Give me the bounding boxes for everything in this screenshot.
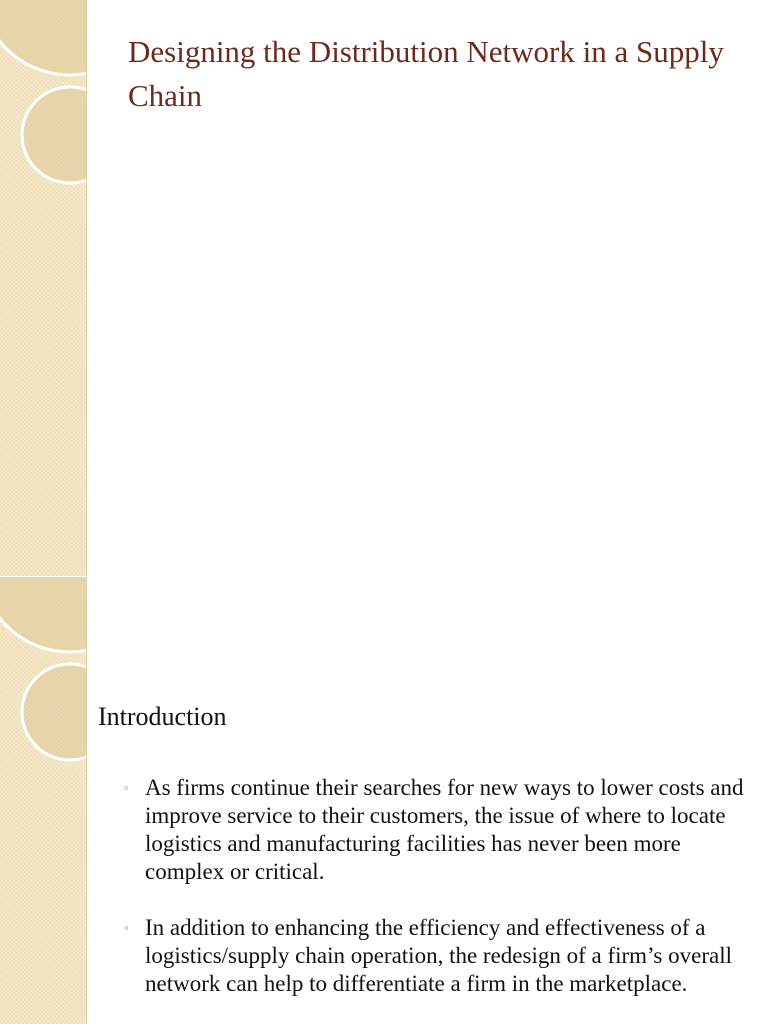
- bullet-text: In addition to enhancing the efficiency and effectiveness of a logistics/supply chain operation, the redesign of a firm’s overall network can help to differentiate a firm in the marketplace.: [145, 915, 732, 996]
- decorative-side-strip: [0, 577, 87, 1024]
- bullet-item: [98, 914, 748, 998]
- slide-introduction: [0, 577, 768, 1024]
- bullet-text: As firms continue their searches for new ways to lower costs and improve service to their customers, the issue of where to locate logistics and manufacturing facilities has never been more complex or critical.: [145, 775, 744, 884]
- bullet-marker-icon: ◦: [124, 920, 129, 935]
- bullet-marker-icon: ◦: [124, 780, 129, 795]
- decorative-circles-icon: [0, 577, 86, 777]
- bullet-item: [98, 774, 748, 886]
- decorative-side-strip: [0, 0, 87, 576]
- slide-title-text: Designing the Distribution Network in a Supply Chain: [128, 34, 724, 113]
- section-heading: Introduction: [98, 702, 227, 731]
- bullet-list: [98, 774, 748, 1024]
- decorative-circles-icon: [0, 0, 86, 200]
